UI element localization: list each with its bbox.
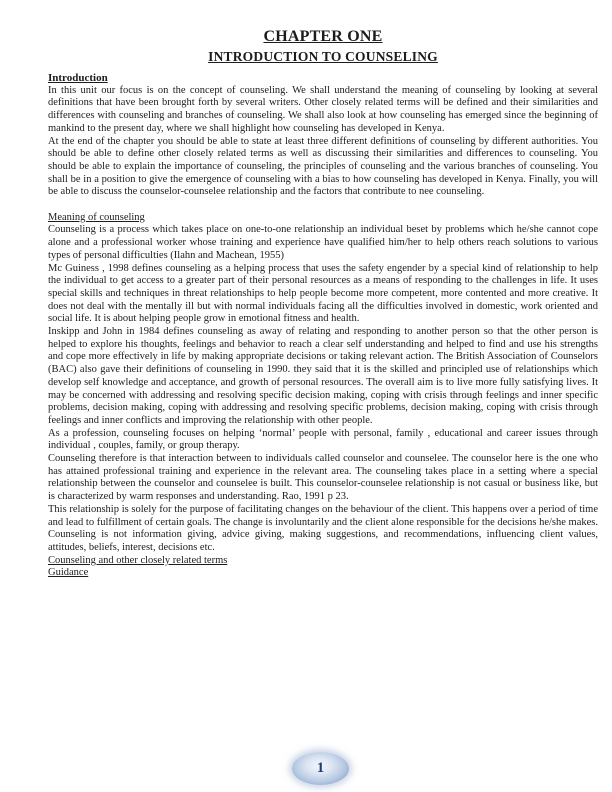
- paragraph-unit-focus: In this unit our focus is on the concept of counseling. We shall understand the meaning of counseling by looking at several definitions that have been brought forth by several writers. Other closely related terms will be defined and their similarities and differences with counseling and branches of counseling. We shall also look at how counseling has emerged since the beginning of mankind to the present day, where we shall highlight how counseling has developed in Kenya.: [48, 84, 598, 134]
- paragraph-relationship-purpose: This relationship is solely for the purpose of facilitating changes on the behaviour of the client. This happens over a period of time and lead to fulfillment of certain goals. The change is involuntarily and the client alone responsible for the decisions he/she makes. Counseling is not information giving, advice giving, making suggestions, and recommendations, influencing client values, attitudes, beliefs, interest, decisions etc.: [48, 503, 598, 553]
- heading-guidance: Guidance: [48, 567, 89, 579]
- paragraph-chapter-objectives: At the end of the chapter you should be able to state at least three different definitions of counseling by different authorities. You should be able to define other closely related terms as well as discussing their similarities and differences to counseling. You should be able to explain the importance of counseling, the principles of counseling and the various branches of counseling. You shall be in a position to give the emergence of counseling with a bias to how counseling has developed in Kenya. Finally, you will be able to discuss the counselor-counselee relationship and the factors that contribute to nee counseling.: [48, 135, 598, 198]
- heading-related-terms: Counseling and other closely related terms: [48, 554, 228, 566]
- paragraph-counselor-counselee-interaction: Counseling therefore is that interaction between to individuals called counselor and counselee. The counselor here is the one who has attained professional training and experience in the relevant area. The counseling takes place in a setting where a special relationship between the counselor and counselee is built. This counselor-counselee relationship is not casual or business like, but is characterized by warm responses and understanding. Rao, 1991 p 23.: [48, 453, 598, 503]
- paragraph-mcguiness-definition: Mc Guiness , 1998 defines counseling as a helping process that uses the safety engender by a special kind of relationship to help the individual to get access to a greater part of their personal resources as a means of responding to the challenges in life. It uses special skills and techniques in threat relationships to help people become more competent, more contented and more creative. It does not deal with the mentally ill but with normal individuals facing all the difficulties involved in domestic, work oriented and social life. It is about helping people grow in emotional fitness and health.: [48, 262, 598, 325]
- page-number-badge: [292, 752, 349, 785]
- paragraph-counseling-as-profession: As a profession, counseling focuses on helping ‘normal’ people with personal, family , educational and career issues through individual , couples, family, or group therapy.: [48, 427, 598, 452]
- paragraph-definition-ilahn: Counseling is a process which takes place on one-to-one relationship an individual beset by problems which he/she cannot cope alone and a professional worker whose training and experience have qualified him/her to help others reach solutions to various types of personal difficulties (Ilahn and Machean, 1955): [48, 224, 598, 261]
- document-content: [48, 28, 598, 580]
- paragraph-inskipp-bac-definition: Inskipp and John in 1984 defines counseling as away of relating and responding to another person so that the other person is helped to explore his thoughts, feelings and behavior to reach a clear self understanding and helped to find and use his strengths and cope more effectively in life by making appropriate decisions or taking relevant action. The British Association of Counselors (BAC) also gave their definitions of counseling in 1990. they said that it is the skilled and principled use of relationships which develop self knowledge and acceptance, and growth of personal resources. The overall aim is to live more fully satisfying lives. It may be concerned with addressing and resolving specific decision making, coping with crisis through feelings and inner specific problems, decision making, coping with addressing and resolving specific problems, decision making, coping with crisis through feelings and inner conflicts and improving the relationship with other people.: [48, 326, 598, 426]
- heading-introduction: Introduction: [48, 72, 108, 84]
- page-number: 1: [316, 760, 325, 776]
- chapter-title: CHAPTER ONE: [263, 28, 383, 45]
- heading-meaning-of-counseling: Meaning of counseling: [48, 211, 145, 223]
- chapter-subtitle: INTRODUCTION TO COUNSELING: [208, 49, 438, 64]
